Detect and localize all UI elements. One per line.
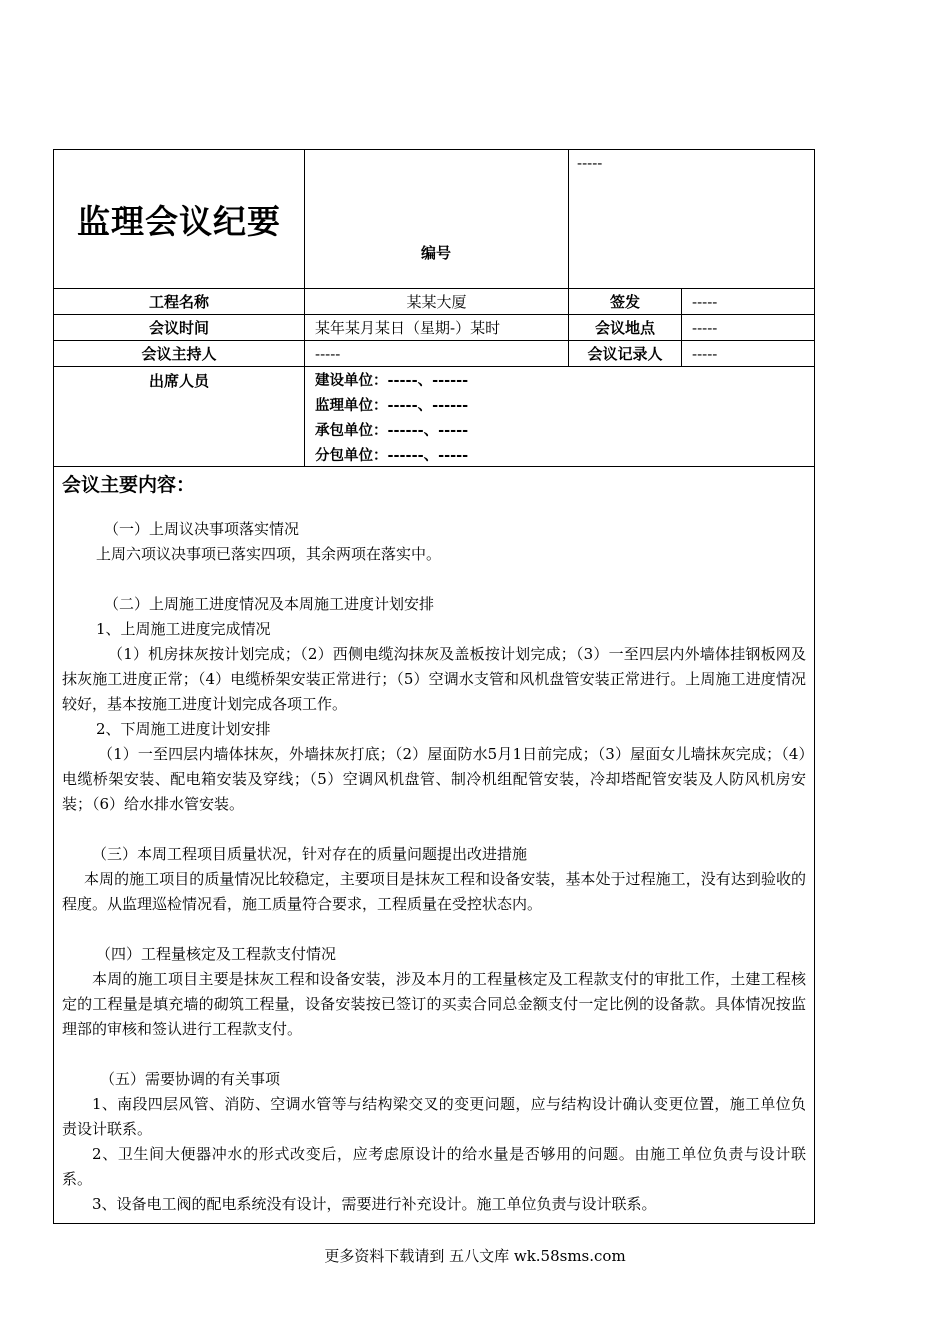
section-1-title: （一）上周议决事项落实情况 — [104, 520, 300, 538]
project-label: 工程名称 — [54, 289, 305, 314]
section-4-title: （四）工程量核定及工程款支付情况 — [96, 945, 337, 963]
section-5-item-3: 3、设备电工阀的配电系统没有设计，需要进行补充设计。施工单位负责与设计联系。 — [92, 1195, 657, 1213]
time-row — [54, 315, 814, 341]
attendee-line: 承包单位：------、----- — [315, 423, 469, 439]
section-1-paragraph: 上周六项议决事项已落实四项，其余两项在落实中。 — [96, 545, 442, 563]
content-heading: 会议主要内容： — [62, 474, 196, 496]
number-label: 编号 — [421, 244, 452, 262]
minutes-form — [53, 149, 815, 1224]
time-label: 会议时间 — [54, 315, 305, 340]
document-title: 监理会议纪要 — [77, 201, 281, 241]
section-2-paragraph-1: （1）机房抹灰按计划完成；（2）西侧电缆沟抹灰及盖板按计划完成；（3）一至四层内外墙体挂钢板网及抹灰施工进度正常；（4）电缆桥架安装正常进行；（5）空调水支管和风机盘管安装正常进行。上周施工进度情况较好，基本按施工进度计划完成各项工作。 — [62, 645, 806, 713]
header-row — [54, 150, 814, 289]
section-3-title: （三）本周工程项目质量状况，针对存在的质量问题提出改进措施 — [92, 845, 528, 863]
content-cell — [54, 467, 814, 1223]
attendees-label: 出席人员 — [54, 367, 305, 466]
attendees-row — [54, 367, 814, 467]
footer-note: 更多资料下载请到 五八文库 wk.58sms.com — [324, 1247, 626, 1265]
section-5-item-1: 1、南段四层风管、消防、空调水管等与结构梁交叉的变更问题，应与结构设计确认变更位置，施工单位负责设计联系。 — [62, 1095, 806, 1138]
content-row — [54, 467, 814, 1223]
section-5-title: （五）需要协调的有关事项 — [100, 1070, 281, 1088]
sign-value: ----- — [692, 292, 718, 311]
sign-label: 签发 — [569, 289, 682, 314]
title-cell — [54, 150, 305, 288]
attendee-line: 建设单位：-----、------ — [315, 373, 469, 389]
time-value: 某年某月某日（星期-）某时 — [305, 315, 569, 340]
number-label-cell — [305, 150, 569, 288]
section-2-title: （二）上周施工进度情况及本周施工进度计划安排 — [104, 595, 435, 613]
section-3-paragraph: 本周的施工项目的质量情况比较稳定，主要项目是抹灰工程和设备安装，基本处于过程施工，没有达到验收的程度。从监理巡检情况看，施工质量符合要求，工程质量在受控状态内。 — [62, 870, 806, 913]
host-row — [54, 341, 814, 367]
section-4-paragraph: 本周的施工项目主要是抹灰工程和设备安装，涉及本月的工程量核定及工程款支付的审批工作，土建工程核定的工程量是填充墙的砌筑工程量，设备安装按已签订的买卖合同总金额支付一定比例的设备款。具体情况按监理部的审核和签认进行工程款支付。 — [62, 970, 806, 1038]
recorder-label: 会议记录人 — [569, 341, 682, 366]
section-2-paragraph-2: （1）一至四层内墙体抹灰，外墙抹灰打底；（2）屋面防水5月1日前完成；（3）屋面女儿墙抹灰完成；（4）电缆桥架安装、配电箱安装及穿线；（5）空调风机盘管、制冷机组配管安装，冷却塔配管安装及人防风机房安装；（6）给水排水管安装。 — [62, 745, 806, 813]
number-value-cell — [569, 150, 814, 288]
recorder-value: ----- — [692, 344, 718, 363]
host-value: ----- — [305, 341, 569, 366]
number-value: ----- — [577, 154, 603, 172]
place-label: 会议地点 — [569, 315, 682, 340]
project-value: 某某大厦 — [305, 289, 569, 314]
section-2-sub-2: 2、下周施工进度计划安排 — [96, 720, 271, 738]
host-label: 会议主持人 — [54, 341, 305, 366]
section-5-item-2: 2、卫生间大便器冲水的形式改变后，应考虑原设计的给水量是否够用的问题。由施工单位负责与设计联系。 — [62, 1145, 806, 1188]
section-2-sub-1: 1、上周施工进度完成情况 — [96, 620, 271, 638]
attendee-line: 监理单位：-----、------ — [315, 398, 469, 414]
project-row — [54, 289, 814, 315]
attendee-line: 分包单位：------、----- — [315, 448, 469, 464]
attendees-list — [305, 367, 814, 466]
place-value: ----- — [692, 318, 718, 337]
